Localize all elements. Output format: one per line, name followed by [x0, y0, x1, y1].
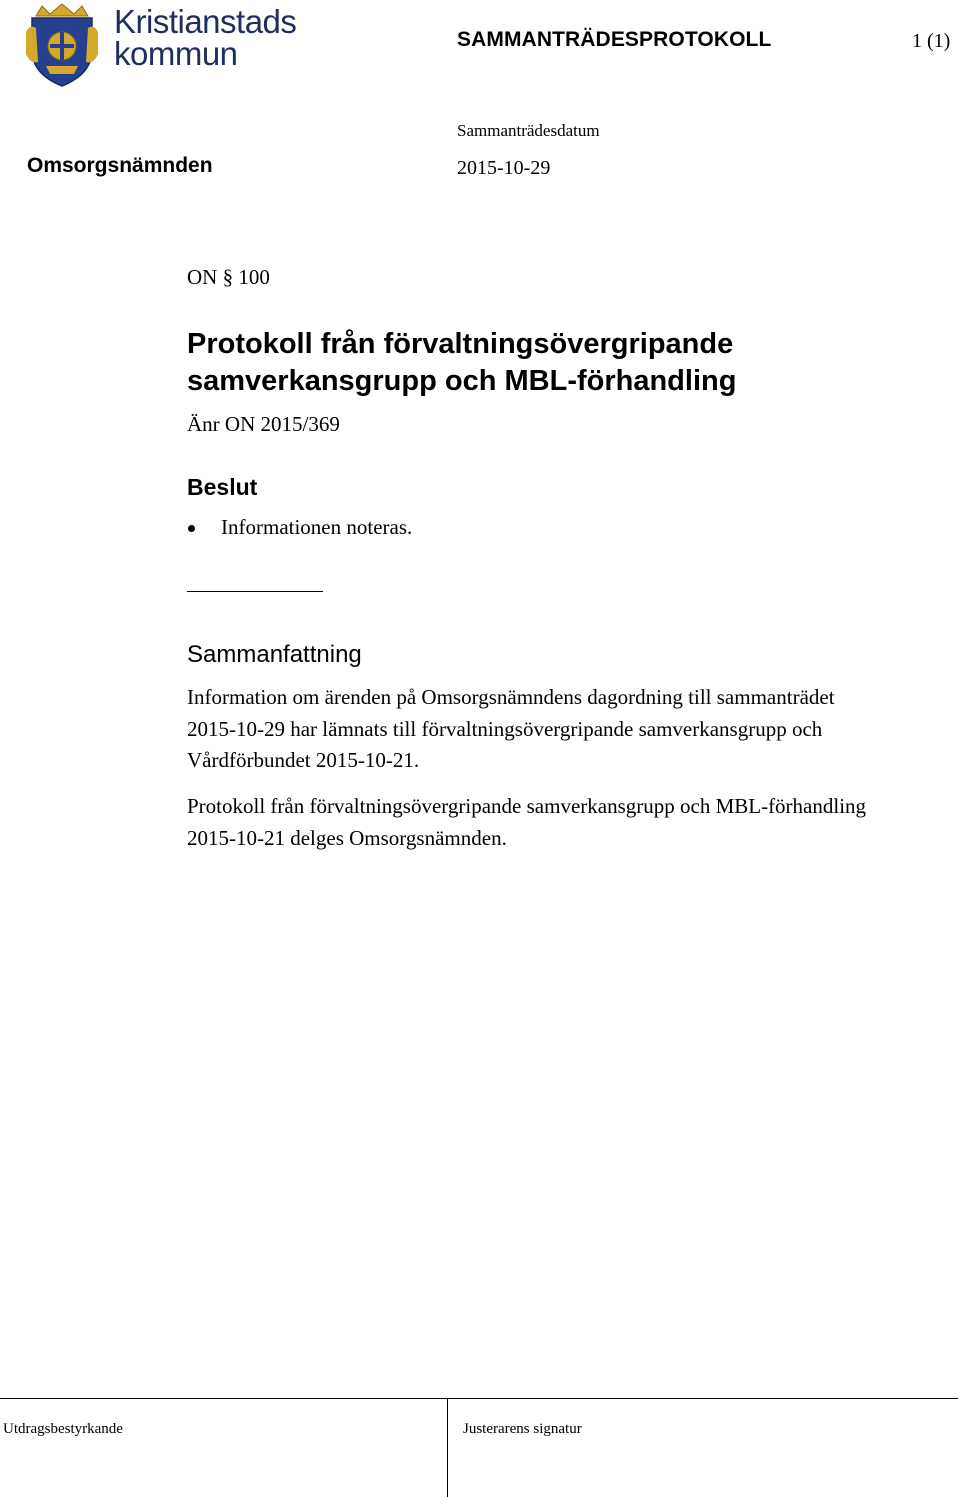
extract-certification-label: Utdragsbestyrkande: [3, 1421, 123, 1437]
decision-text: Informationen noteras.: [221, 515, 413, 539]
case-number: Änr ON 2015/369: [187, 412, 340, 436]
meeting-date: 2015-10-29: [457, 157, 551, 179]
municipality-logo: [24, 2, 304, 88]
page-number: 1 (1): [912, 30, 951, 52]
decision-heading: Beslut: [187, 474, 258, 500]
coat-of-arms-icon: [24, 2, 100, 88]
section-separator: [187, 591, 323, 592]
summary-paragraph: Information om ärenden på Omsorgsnämndens dagordning till sammanträdet 2015-10-29 har lämnats till förvaltningsövergripande samverkansgrupp och Vårdförbundet 2015-10-21.: [187, 685, 835, 772]
organization-name: Omsorgsnämnden: [27, 154, 213, 177]
footer-divider: [447, 1398, 448, 1497]
summary-heading: Sammanfattning: [187, 641, 362, 668]
bullet-icon: [188, 525, 195, 532]
paragraph-reference: ON § 100: [187, 265, 270, 289]
item-title: Protokoll från förvaltningsövergripande samverkansgrupp och MBL-förhandling: [187, 328, 737, 397]
meeting-date-label: Sammanträdesdatum: [457, 121, 600, 140]
adjuster-signature-label: Justerarens signatur: [463, 1421, 582, 1437]
logo-line-1: Kristianstads: [114, 3, 297, 40]
footer-rule: [0, 1398, 958, 1399]
logo-line-2: kommun: [114, 35, 238, 72]
summary-paragraph: Protokoll från förvaltningsövergripande samverkansgrupp och MBL-förhandling 2015-10-21 delges Omsorgsnämnden.: [187, 794, 867, 850]
document-type: SAMMANTRÄDESPROTOKOLL: [457, 28, 772, 51]
